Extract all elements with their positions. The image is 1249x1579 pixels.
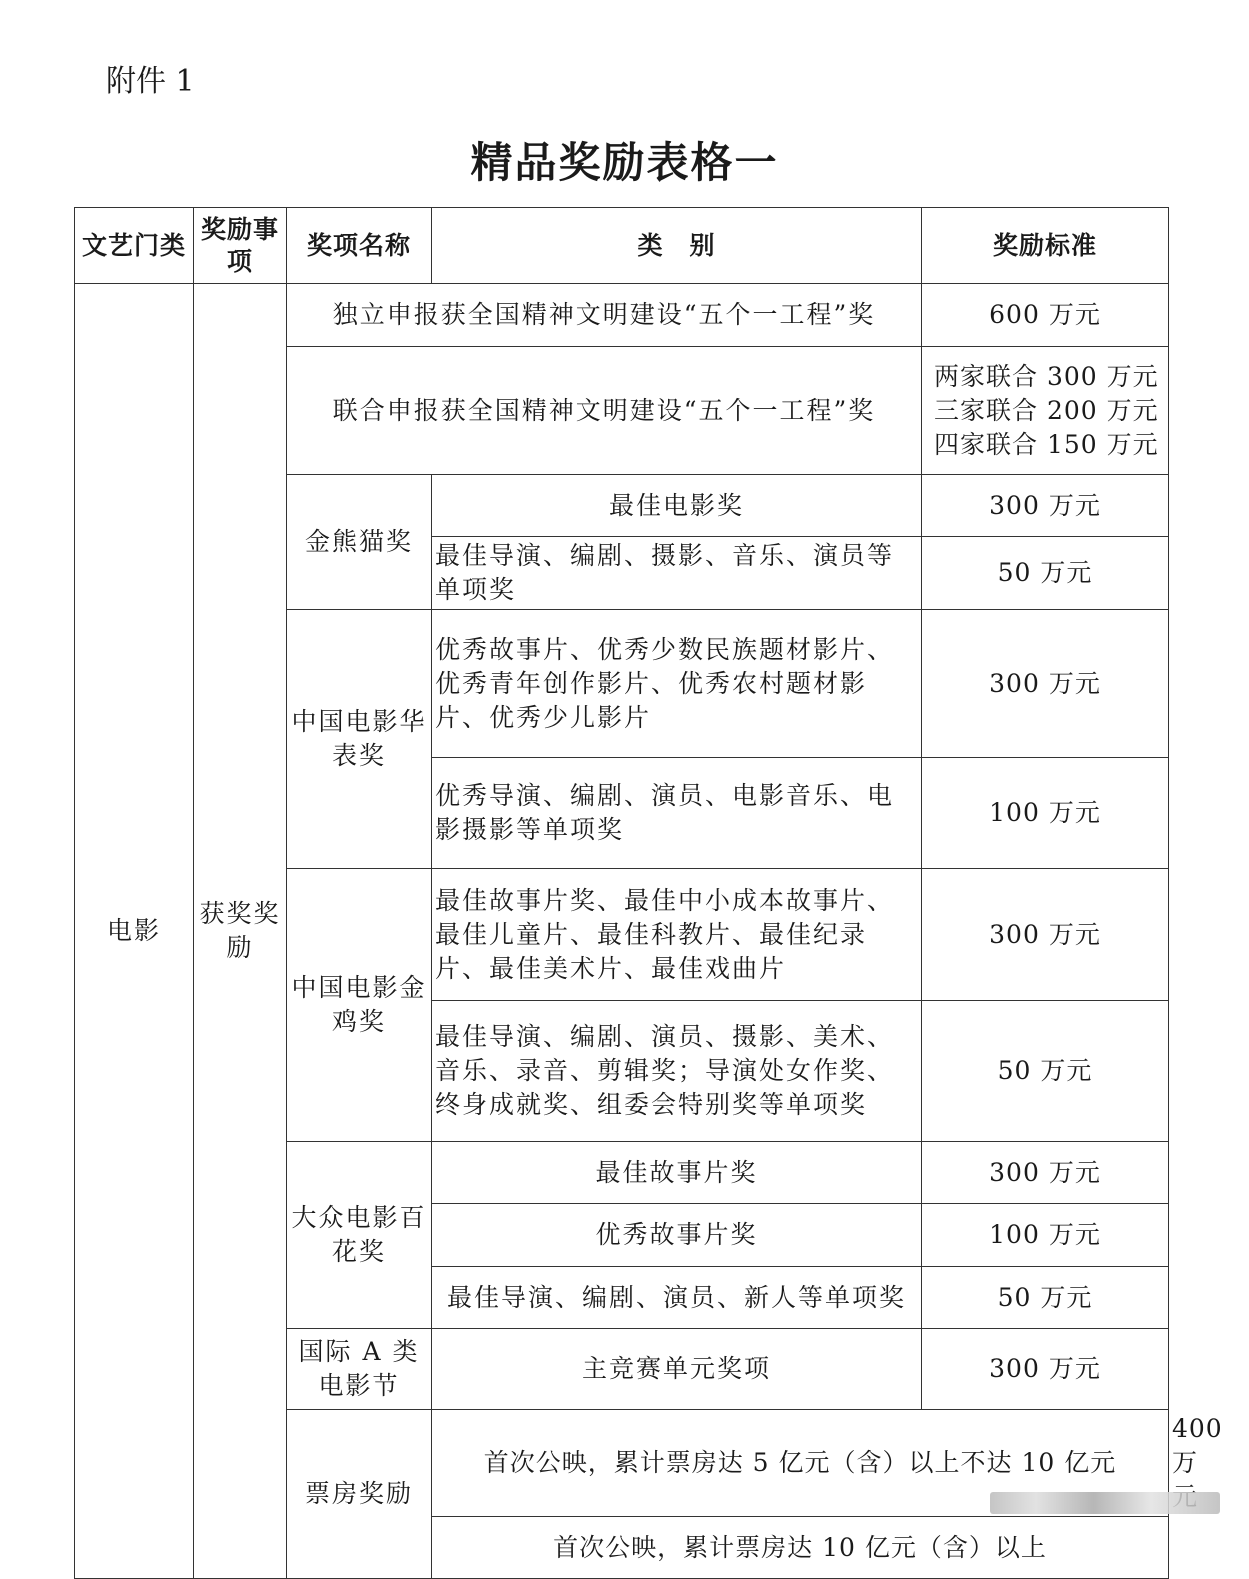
section-award-cell: 获奖奖励 — [194, 284, 287, 1579]
hundred-flowers-amount-3: 50 万元 — [922, 1267, 1169, 1329]
watermark-overlay — [990, 1492, 1220, 1514]
header-category: 文艺门类 — [75, 208, 194, 284]
huabiao-type-2: 优秀导演、编剧、演员、电影音乐、电影摄影等单项奖 — [432, 758, 922, 869]
joint-text: 联合申报获全国精神文明建设“五个一工程”奖 — [287, 347, 922, 475]
hundred-flowers-type-2: 优秀故事片奖 — [432, 1204, 922, 1267]
joint-amount-four: 四家联合 150 万元 — [934, 429, 1159, 459]
golden-panda-name: 金熊猫奖 — [287, 475, 432, 610]
huabiao-amount-2: 100 万元 — [922, 758, 1169, 869]
joint-amount-three: 三家联合 200 万元 — [934, 395, 1159, 425]
golden-rooster-name: 中国电影金鸡奖 — [287, 869, 432, 1142]
golden-rooster-type-1: 最佳故事片奖、最佳中小成本故事片、最佳儿童片、最佳科教片、最佳纪录片、最佳美术片、最佳戏曲片 — [432, 869, 922, 1001]
art-category-cell: 电影 — [75, 284, 194, 1579]
box-office-text-1: 首次公映，累计票房达 5 亿元（含）以上不达 10 亿元 — [432, 1410, 1169, 1517]
hundred-flowers-amount-1: 300 万元 — [922, 1142, 1169, 1204]
header-award-name: 奖项名称 — [287, 208, 432, 284]
award-table — [74, 207, 1223, 1579]
box-office-text-2: 首次公映，累计票房达 10 亿元（含）以上 — [432, 1517, 1169, 1579]
intl-a-type: 主竞赛单元奖项 — [432, 1329, 922, 1410]
hundred-flowers-name: 大众电影百花奖 — [287, 1142, 432, 1329]
hundred-flowers-type-3: 最佳导演、编剧、演员、新人等单项奖 — [432, 1267, 922, 1329]
header-standard: 奖励标准 — [922, 208, 1169, 284]
huabiao-name: 中国电影华表奖 — [287, 610, 432, 869]
hundred-flowers-type-1: 最佳故事片奖 — [432, 1142, 922, 1204]
section-box-cell: 票房奖励 — [287, 1410, 432, 1579]
intl-a-amount: 300 万元 — [922, 1329, 1169, 1410]
header-type: 类 别 — [432, 208, 922, 284]
independent-text: 独立申报获全国精神文明建设“五个一工程”奖 — [287, 284, 922, 347]
golden-panda-type-2: 最佳导演、编剧、摄影、音乐、演员等单项奖 — [432, 537, 922, 610]
intl-a-name: 国际 A 类电影节 — [287, 1329, 432, 1410]
golden-panda-amount-1: 300 万元 — [922, 475, 1169, 537]
independent-amount: 600 万元 — [922, 284, 1169, 347]
table-row — [75, 284, 1169, 347]
header-item: 奖励事项 — [194, 208, 287, 284]
golden-rooster-type-2: 最佳导演、编剧、演员、摄影、美术、音乐、录音、剪辑奖；导演处女作奖、终身成就奖、组委会特别奖等单项奖 — [432, 1001, 922, 1142]
hundred-flowers-amount-2: 100 万元 — [922, 1204, 1169, 1267]
joint-amount-two: 两家联合 300 万元 — [934, 361, 1159, 391]
header-row — [75, 208, 1169, 284]
table-row: 票房奖励 首次公映，累计票房达 5 亿元（含）以上不达 10 亿元 400 万 — [75, 1410, 1169, 1517]
huabiao-type-1: 优秀故事片、优秀少数民族题材影片、优秀青年创作影片、优秀农村题材影片、优秀少儿影片 — [432, 610, 922, 758]
golden-rooster-amount-2: 50 万元 — [922, 1001, 1169, 1142]
page-title: 精品奖励表格一 — [470, 138, 779, 187]
attachment-label: 附件 1 — [106, 64, 195, 99]
joint-amounts — [922, 347, 1169, 475]
golden-rooster-amount-1: 300 万元 — [922, 869, 1169, 1001]
golden-panda-type-1: 最佳电影奖 — [432, 475, 922, 537]
golden-panda-amount-2: 50 万元 — [922, 537, 1169, 610]
huabiao-amount-1: 300 万元 — [922, 610, 1169, 758]
